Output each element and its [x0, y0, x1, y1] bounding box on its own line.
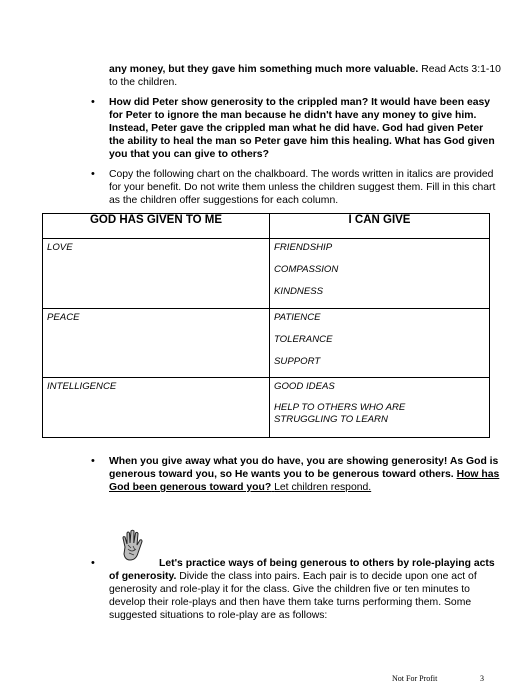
chart-cell-given: INTELLIGENCE: [43, 378, 270, 438]
roleplay-bold-text: Let's practice ways of being generous to others by role-playing acts of generosity.: [109, 558, 495, 582]
generosity-chart: [42, 213, 490, 438]
chart-item: COMPASSION: [274, 264, 339, 275]
chart-cell-given: LOVE: [43, 239, 270, 309]
page-number: 3: [480, 674, 484, 683]
chart-header-given: GOD HAS GIVEN TO ME: [43, 214, 270, 239]
chart-item: KINDNESS: [274, 286, 324, 297]
bullet-marker: •: [91, 96, 95, 108]
instruction-paragraph: Copy the following chart on the chalkboard. The words written in italics are provided for your benefit. Do not write them unless the children suggest them. Fill in this chart as the children offer suggestions for each column.: [109, 169, 496, 206]
bullet-marker: •: [91, 455, 95, 467]
chart-header-give: I CAN GIVE: [270, 214, 490, 239]
table-row: [43, 309, 490, 378]
chart-cell-give: [270, 239, 490, 309]
chart-item: TOLERANCE: [274, 334, 333, 345]
chart-item: FRIENDSHIP: [274, 242, 333, 253]
chart-item: PATIENCE: [274, 312, 321, 323]
footer-text: Not For Profit: [392, 674, 438, 683]
bullet-marker: •: [91, 168, 95, 180]
bullet-marker: •: [91, 557, 95, 569]
intro-continuation: [109, 63, 501, 89]
chart-item: SUPPORT: [274, 356, 321, 367]
roleplay-paragraph: [109, 557, 501, 622]
chart-cell-given: PEACE: [43, 309, 270, 378]
chart-item: HELP TO OTHERS WHO ARE STRUGGLING TO LEARN: [274, 402, 406, 425]
table-row: [43, 239, 490, 309]
generosity-question: How has God been generous toward you?: [109, 469, 500, 493]
generosity-paragraph: [109, 455, 501, 494]
roleplay-plain-text: Divide the class into pairs. Each pair is to decide upon one act of generosity and role-play it for the class. Give the children five or ten minutes to develop their role-plays and then have them take turns performing them. Some suggested situations to role-play are as follows:: [109, 571, 477, 621]
generosity-response: Let children respond.: [274, 482, 372, 493]
intro-bold-text: any money, but they gave him something much more valuable.: [109, 64, 419, 75]
generosity-bold-text: When you give away what you do have, you are showing generosity! As God is generous toward you, so He wants you to be generous toward others.: [109, 456, 499, 480]
chart-item: GOOD IDEAS: [274, 381, 335, 392]
intro-plain-text: Read Acts 3:1-10 to the children.: [109, 64, 501, 88]
table-row: [43, 378, 490, 438]
question-paragraph: How did Peter show generosity to the crippled man? It would have been easy for Peter to ignore the man because he didn't have any money to give him. Instead, Peter gave the crippled man what he did have. God had given Peter the ability to heal the man so Peter gave him this healing. What has God given you that you can give to others?: [109, 97, 495, 160]
chart-cell-give: [270, 378, 490, 438]
chart-cell-give: [270, 309, 490, 378]
